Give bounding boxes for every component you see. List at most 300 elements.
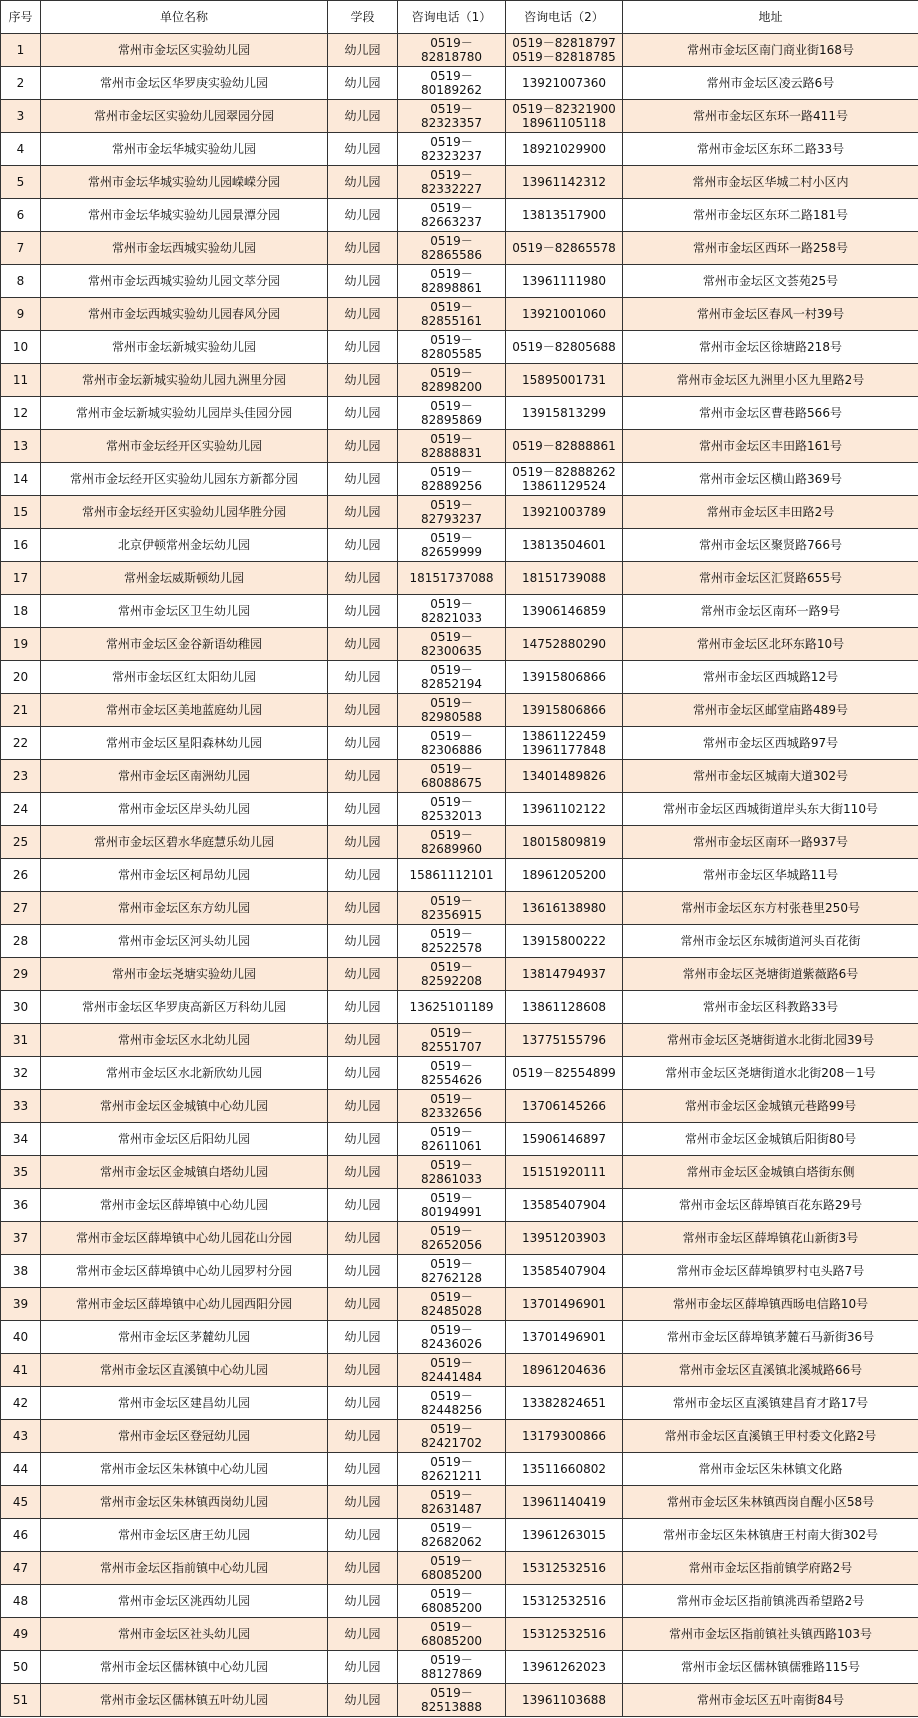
cell-phone-1: 0519－82621211	[398, 1453, 506, 1486]
cell-level: 幼儿园	[328, 1024, 398, 1057]
cell-serial: 46	[1, 1519, 41, 1552]
cell-phone-2: 13961142312	[506, 166, 623, 199]
cell-unit-name: 常州市金坛区直溪镇中心幼儿园	[41, 1354, 328, 1387]
cell-phone-1: 0519－82421702	[398, 1420, 506, 1453]
cell-phone-1: 0519－82821033	[398, 595, 506, 628]
cell-phone-1: 0519－82631487	[398, 1486, 506, 1519]
cell-level: 幼儿园	[328, 760, 398, 793]
cell-phone-1: 0519－82332656	[398, 1090, 506, 1123]
cell-phone-1: 0519－82855161	[398, 298, 506, 331]
cell-phone-1: 0519－82611061	[398, 1123, 506, 1156]
cell-serial: 26	[1, 859, 41, 892]
cell-serial: 9	[1, 298, 41, 331]
cell-address: 常州市金坛区西环一路258号	[623, 232, 918, 265]
cell-unit-name: 常州市金坛经开区实验幼儿园东方新都分园	[41, 463, 328, 496]
cell-serial: 6	[1, 199, 41, 232]
cell-level: 幼儿园	[328, 1552, 398, 1585]
cell-serial: 33	[1, 1090, 41, 1123]
cell-phone-2: 13921001060	[506, 298, 623, 331]
cell-level: 幼儿园	[328, 397, 398, 430]
header-level: 学段	[328, 1, 398, 34]
cell-phone-1: 0519－82300635	[398, 628, 506, 661]
cell-level: 幼儿园	[328, 100, 398, 133]
cell-address: 常州市金坛区九洲里小区九里路2号	[623, 364, 918, 397]
cell-level: 幼儿园	[328, 1486, 398, 1519]
cell-serial: 17	[1, 562, 41, 595]
cell-address: 常州市金坛区薛埠镇花山新街3号	[623, 1222, 918, 1255]
cell-address: 常州市金坛区朱林镇文化路	[623, 1453, 918, 1486]
cell-unit-name: 常州市金坛区水北幼儿园	[41, 1024, 328, 1057]
cell-unit-name: 常州市金坛区卫生幼儿园	[41, 595, 328, 628]
cell-serial: 29	[1, 958, 41, 991]
header-serial: 序号	[1, 1, 41, 34]
cell-address: 常州市金坛区横山路369号	[623, 463, 918, 496]
cell-phone-1: 0519－82689960	[398, 826, 506, 859]
cell-phone-1: 0519－82852194	[398, 661, 506, 694]
cell-phone-2: 18151739088	[506, 562, 623, 595]
cell-unit-name: 常州市金坛区金谷新语幼稚园	[41, 628, 328, 661]
cell-phone-1: 0519－82762128	[398, 1255, 506, 1288]
cell-phone-2: 13921007360	[506, 67, 623, 100]
cell-phone-1: 0519－82980588	[398, 694, 506, 727]
cell-unit-name: 北京伊顿常州金坛幼儿园	[41, 529, 328, 562]
cell-phone-2: 13585407904	[506, 1189, 623, 1222]
table-row	[1, 760, 918, 793]
cell-address: 常州市金坛区文荟苑25号	[623, 265, 918, 298]
cell-address: 常州市金坛区南环一路937号	[623, 826, 918, 859]
cell-phone-1: 0519－82532013	[398, 793, 506, 826]
table-row	[1, 67, 918, 100]
cell-address: 常州市金坛区东环二路181号	[623, 199, 918, 232]
cell-phone-2: 18015809819	[506, 826, 623, 859]
cell-serial: 18	[1, 595, 41, 628]
cell-unit-name: 常州市金坛区朱林镇西岗幼儿园	[41, 1486, 328, 1519]
cell-address: 常州市金坛区春风一村39号	[623, 298, 918, 331]
cell-level: 幼儿园	[328, 364, 398, 397]
cell-address: 常州市金坛区东城街道河头百花街	[623, 925, 918, 958]
cell-phone-2: 13813517900	[506, 199, 623, 232]
cell-unit-name: 常州市金坛区薛埠镇中心幼儿园西阳分园	[41, 1288, 328, 1321]
cell-level: 幼儿园	[328, 298, 398, 331]
cell-phone-1: 0519－68085200	[398, 1552, 506, 1585]
cell-serial: 35	[1, 1156, 41, 1189]
cell-unit-name: 常州市金坛区金城镇白塔幼儿园	[41, 1156, 328, 1189]
cell-phone-2: 13179300866	[506, 1420, 623, 1453]
cell-level: 幼儿园	[328, 793, 398, 826]
cell-serial: 14	[1, 463, 41, 496]
table-row	[1, 100, 918, 133]
cell-level: 幼儿园	[328, 1222, 398, 1255]
cell-unit-name: 常州市金坛区儒林镇中心幼儿园	[41, 1651, 328, 1684]
cell-phone-2: 13961263015	[506, 1519, 623, 1552]
table-row	[1, 1453, 918, 1486]
cell-level: 幼儿园	[328, 232, 398, 265]
cell-level: 幼儿园	[328, 1090, 398, 1123]
cell-serial: 27	[1, 892, 41, 925]
cell-serial: 43	[1, 1420, 41, 1453]
cell-level: 幼儿园	[328, 166, 398, 199]
cell-serial: 49	[1, 1618, 41, 1651]
cell-serial: 42	[1, 1387, 41, 1420]
cell-phone-1: 0519－82898200	[398, 364, 506, 397]
cell-phone-2: 13616138980	[506, 892, 623, 925]
table-row	[1, 1156, 918, 1189]
cell-serial: 12	[1, 397, 41, 430]
cell-serial: 25	[1, 826, 41, 859]
table-row	[1, 892, 918, 925]
cell-unit-name: 常州市金坛区薛埠镇中心幼儿园花山分园	[41, 1222, 328, 1255]
cell-level: 幼儿园	[328, 1321, 398, 1354]
cell-phone-2: 13961103688	[506, 1684, 623, 1717]
cell-serial: 50	[1, 1651, 41, 1684]
cell-unit-name: 常州市金坛西城实验幼儿园	[41, 232, 328, 265]
cell-unit-name: 常州市金坛区岸头幼儿园	[41, 793, 328, 826]
cell-serial: 34	[1, 1123, 41, 1156]
header-phone-2: 咨询电话（2）	[506, 1, 623, 34]
cell-level: 幼儿园	[328, 1651, 398, 1684]
cell-address: 常州市金坛区直溪镇王甲村委文化路2号	[623, 1420, 918, 1453]
table-row	[1, 298, 918, 331]
cell-serial: 45	[1, 1486, 41, 1519]
cell-address: 常州市金坛区汇贤路655号	[623, 562, 918, 595]
cell-level: 幼儿园	[328, 331, 398, 364]
table-row	[1, 496, 918, 529]
cell-phone-1: 0519－82805585	[398, 331, 506, 364]
cell-unit-name: 常州市金坛区实验幼儿园翠园分园	[41, 100, 328, 133]
cell-phone-1: 0519－82323357	[398, 100, 506, 133]
cell-unit-name: 常州市金坛区儒林镇五叶幼儿园	[41, 1684, 328, 1717]
header-phone-1: 咨询电话（1）	[398, 1, 506, 34]
cell-unit-name: 常州市金坛西城实验幼儿园春风分园	[41, 298, 328, 331]
cell-level: 幼儿园	[328, 1420, 398, 1453]
cell-serial: 11	[1, 364, 41, 397]
cell-address: 常州市金坛区金城镇元巷路99号	[623, 1090, 918, 1123]
cell-address: 常州市金坛区西城路12号	[623, 661, 918, 694]
cell-level: 幼儿园	[328, 661, 398, 694]
cell-address: 常州市金坛区薛埠镇百花东路29号	[623, 1189, 918, 1222]
cell-phone-1: 0519－82898861	[398, 265, 506, 298]
cell-address: 常州市金坛区西城街道岸头东大街110号	[623, 793, 918, 826]
table-row	[1, 1552, 918, 1585]
cell-phone-1: 0519－82356915	[398, 892, 506, 925]
cell-address: 常州市金坛区西城路97号	[623, 727, 918, 760]
table-row	[1, 397, 918, 430]
cell-unit-name: 常州市金坛区红太阳幼儿园	[41, 661, 328, 694]
cell-address: 常州市金坛区南环一路9号	[623, 595, 918, 628]
cell-unit-name: 常州市金坛区河头幼儿园	[41, 925, 328, 958]
cell-phone-2: 13585407904	[506, 1255, 623, 1288]
cell-unit-name: 常州市金坛区唐王幼儿园	[41, 1519, 328, 1552]
cell-phone-2: 13961140419	[506, 1486, 623, 1519]
cell-address: 常州市金坛区尧塘街道紫薇路6号	[623, 958, 918, 991]
table-row	[1, 991, 918, 1024]
cell-address: 常州市金坛区薛埠镇西旸电信路10号	[623, 1288, 918, 1321]
cell-level: 幼儿园	[328, 925, 398, 958]
cell-unit-name: 常州市金坛区薛埠镇中心幼儿园	[41, 1189, 328, 1222]
cell-level: 幼儿园	[328, 991, 398, 1024]
cell-address: 常州市金坛区直溪镇建昌育才路17号	[623, 1387, 918, 1420]
table-row	[1, 661, 918, 694]
cell-unit-name: 常州市金坛区华罗庚高新区万科幼儿园	[41, 991, 328, 1024]
cell-serial: 38	[1, 1255, 41, 1288]
cell-phone-1: 0519－68088675	[398, 760, 506, 793]
table-row	[1, 1255, 918, 1288]
cell-phone-2: 13401489826	[506, 760, 623, 793]
table-row	[1, 1684, 918, 1717]
cell-level: 幼儿园	[328, 595, 398, 628]
cell-address: 常州市金坛区尧塘街道水北街北园39号	[623, 1024, 918, 1057]
cell-address: 常州市金坛区聚贤路766号	[623, 529, 918, 562]
cell-unit-name: 常州市金坛区朱林镇中心幼儿园	[41, 1453, 328, 1486]
cell-unit-name: 常州市金坛区登冠幼儿园	[41, 1420, 328, 1453]
cell-level: 幼儿园	[328, 133, 398, 166]
cell-serial: 20	[1, 661, 41, 694]
cell-level: 幼儿园	[328, 199, 398, 232]
cell-serial: 4	[1, 133, 41, 166]
cell-address: 常州市金坛区城南大道302号	[623, 760, 918, 793]
cell-level: 幼儿园	[328, 892, 398, 925]
cell-level: 幼儿园	[328, 34, 398, 67]
cell-level: 幼儿园	[328, 67, 398, 100]
cell-phone-2: 13706145266	[506, 1090, 623, 1123]
table-row	[1, 1354, 918, 1387]
table-row	[1, 1321, 918, 1354]
cell-address: 常州市金坛区指前镇学府路2号	[623, 1552, 918, 1585]
cell-level: 幼儿园	[328, 1354, 398, 1387]
cell-phone-2: 15895001731	[506, 364, 623, 397]
table-row	[1, 694, 918, 727]
table-row	[1, 1222, 918, 1255]
cell-phone-2: 13951203903	[506, 1222, 623, 1255]
cell-address: 常州市金坛区曹巷路566号	[623, 397, 918, 430]
cell-phone-2: 13861122459 13961177848	[506, 727, 623, 760]
cell-phone-1: 0519－82793237	[398, 496, 506, 529]
cell-phone-1: 0519－68085200	[398, 1585, 506, 1618]
cell-phone-1: 0519－82818780	[398, 34, 506, 67]
cell-address: 常州市金坛区指前镇社头镇西路103号	[623, 1618, 918, 1651]
cell-address: 常州市金坛区薛埠镇茅麓石马新街36号	[623, 1321, 918, 1354]
cell-level: 幼儿园	[328, 1189, 398, 1222]
cell-serial: 2	[1, 67, 41, 100]
cell-serial: 10	[1, 331, 41, 364]
cell-unit-name: 常州市金坛区茅麓幼儿园	[41, 1321, 328, 1354]
cell-unit-name: 常州市金坛华城实验幼儿园	[41, 133, 328, 166]
cell-address: 常州市金坛区华城二村小区内	[623, 166, 918, 199]
header-address: 地址	[623, 1, 918, 34]
cell-serial: 1	[1, 34, 41, 67]
cell-serial: 22	[1, 727, 41, 760]
cell-address: 常州市金坛区东方村张巷里250号	[623, 892, 918, 925]
cell-address: 常州市金坛区薛埠镇罗村屯头路7号	[623, 1255, 918, 1288]
cell-unit-name: 常州市金坛区建昌幼儿园	[41, 1387, 328, 1420]
cell-phone-1: 0519－82554626	[398, 1057, 506, 1090]
table-row	[1, 529, 918, 562]
cell-unit-name: 常州市金坛经开区实验幼儿园华胜分园	[41, 496, 328, 529]
table-row	[1, 1486, 918, 1519]
table-row	[1, 1585, 918, 1618]
table-row	[1, 1024, 918, 1057]
table-row	[1, 430, 918, 463]
cell-phone-1: 0519－82323237	[398, 133, 506, 166]
cell-level: 幼儿园	[328, 1684, 398, 1717]
cell-phone-2: 0519－82865578	[506, 232, 623, 265]
table-row	[1, 1387, 918, 1420]
header-row	[1, 1, 918, 34]
cell-serial: 37	[1, 1222, 41, 1255]
cell-phone-2: 13701496901	[506, 1288, 623, 1321]
cell-unit-name: 常州市金坛区南洲幼儿园	[41, 760, 328, 793]
cell-phone-1: 0519－82861033	[398, 1156, 506, 1189]
cell-phone-2: 0519－82818797 0519－82818785	[506, 34, 623, 67]
cell-phone-1: 0519－82592208	[398, 958, 506, 991]
cell-phone-2: 13906146859	[506, 595, 623, 628]
cell-unit-name: 常州市金坛区指前镇中心幼儿园	[41, 1552, 328, 1585]
cell-phone-1: 0519－82522578	[398, 925, 506, 958]
cell-phone-2: 0519－82888861	[506, 430, 623, 463]
cell-phone-2: 13915806866	[506, 694, 623, 727]
cell-phone-2: 0519－82554899	[506, 1057, 623, 1090]
table-row	[1, 562, 918, 595]
cell-level: 幼儿园	[328, 826, 398, 859]
cell-address: 常州市金坛区直溪镇北溪城路66号	[623, 1354, 918, 1387]
cell-serial: 48	[1, 1585, 41, 1618]
cell-level: 幼儿园	[328, 859, 398, 892]
cell-phone-2: 13915800222	[506, 925, 623, 958]
table-row	[1, 232, 918, 265]
cell-unit-name: 常州市金坛区社头幼儿园	[41, 1618, 328, 1651]
table-row	[1, 859, 918, 892]
cell-level: 幼儿园	[328, 628, 398, 661]
cell-phone-1: 13625101189	[398, 991, 506, 1024]
cell-phone-2: 13961262023	[506, 1651, 623, 1684]
cell-serial: 47	[1, 1552, 41, 1585]
table-body	[1, 34, 918, 1717]
cell-phone-2: 0519－82888262 13861129524	[506, 463, 623, 496]
cell-phone-2: 13915806866	[506, 661, 623, 694]
cell-serial: 32	[1, 1057, 41, 1090]
cell-serial: 3	[1, 100, 41, 133]
cell-unit-name: 常州市金坛区水北新欣幼儿园	[41, 1057, 328, 1090]
cell-phone-1: 0519－82652056	[398, 1222, 506, 1255]
cell-phone-1: 0519－88127869	[398, 1651, 506, 1684]
cell-phone-1: 0519－82659999	[398, 529, 506, 562]
header-unit-name: 单位名称	[41, 1, 328, 34]
cell-unit-name: 常州市金坛新城实验幼儿园九洲里分园	[41, 364, 328, 397]
cell-phone-2: 0519－82321900 18961105118	[506, 100, 623, 133]
cell-address: 常州市金坛区凌云路6号	[623, 67, 918, 100]
cell-phone-2: 13775155796	[506, 1024, 623, 1057]
cell-serial: 8	[1, 265, 41, 298]
cell-serial: 31	[1, 1024, 41, 1057]
table-row	[1, 595, 918, 628]
cell-level: 幼儿园	[328, 265, 398, 298]
cell-phone-1: 0519－82888831	[398, 430, 506, 463]
cell-serial: 36	[1, 1189, 41, 1222]
cell-phone-2: 15312532516	[506, 1552, 623, 1585]
cell-unit-name: 常州市金坛区实验幼儿园	[41, 34, 328, 67]
cell-serial: 44	[1, 1453, 41, 1486]
cell-level: 幼儿园	[328, 1255, 398, 1288]
cell-phone-2: 18921029900	[506, 133, 623, 166]
cell-address: 常州市金坛区五叶南街84号	[623, 1684, 918, 1717]
cell-address: 常州市金坛区南门商业街168号	[623, 34, 918, 67]
cell-phone-1: 0519－80194991	[398, 1189, 506, 1222]
cell-serial: 5	[1, 166, 41, 199]
cell-phone-1: 0519－82513888	[398, 1684, 506, 1717]
table-row	[1, 727, 918, 760]
cell-serial: 39	[1, 1288, 41, 1321]
cell-unit-name: 常州市金坛区美地蓝庭幼儿园	[41, 694, 328, 727]
cell-unit-name: 常州市金坛西城实验幼儿园文萃分园	[41, 265, 328, 298]
cell-phone-2: 18961204636	[506, 1354, 623, 1387]
table-row	[1, 133, 918, 166]
cell-unit-name: 常州市金坛经开区实验幼儿园	[41, 430, 328, 463]
cell-level: 幼儿园	[328, 1156, 398, 1189]
table-row	[1, 331, 918, 364]
cell-address: 常州市金坛区华城路11号	[623, 859, 918, 892]
cell-unit-name: 常州市金坛区洮西幼儿园	[41, 1585, 328, 1618]
cell-level: 幼儿园	[328, 562, 398, 595]
cell-unit-name: 常州市金坛新城实验幼儿园岸头佳园分园	[41, 397, 328, 430]
cell-address: 常州市金坛区朱林镇西岗自醒小区58号	[623, 1486, 918, 1519]
table-row	[1, 265, 918, 298]
table-row	[1, 166, 918, 199]
cell-phone-2: 13814794937	[506, 958, 623, 991]
cell-unit-name: 常州市金坛区金城镇中心幼儿园	[41, 1090, 328, 1123]
cell-unit-name: 常州市金坛华城实验幼儿园景潭分园	[41, 199, 328, 232]
cell-phone-1: 0519－80189262	[398, 67, 506, 100]
cell-phone-1: 0519－68085200	[398, 1618, 506, 1651]
table-row	[1, 34, 918, 67]
cell-phone-2: 15312532516	[506, 1618, 623, 1651]
cell-phone-1: 0519－82441484	[398, 1354, 506, 1387]
cell-unit-name: 常州市金坛区华罗庚实验幼儿园	[41, 67, 328, 100]
cell-phone-1: 0519－82485028	[398, 1288, 506, 1321]
cell-address: 常州市金坛区科教路33号	[623, 991, 918, 1024]
cell-unit-name: 常州市金坛区碧水华庭慧乐幼儿园	[41, 826, 328, 859]
cell-address: 常州市金坛区金城镇后阳街80号	[623, 1123, 918, 1156]
cell-phone-2: 13961102122	[506, 793, 623, 826]
cell-phone-2: 13921003789	[506, 496, 623, 529]
cell-level: 幼儿园	[328, 496, 398, 529]
table-row	[1, 1651, 918, 1684]
cell-serial: 40	[1, 1321, 41, 1354]
cell-address: 常州市金坛区丰田路161号	[623, 430, 918, 463]
cell-level: 幼儿园	[328, 1123, 398, 1156]
table-row	[1, 1090, 918, 1123]
table-row	[1, 1057, 918, 1090]
cell-unit-name: 常州金坛威斯顿幼儿园	[41, 562, 328, 595]
cell-phone-2: 15312532516	[506, 1585, 623, 1618]
table-row	[1, 1420, 918, 1453]
cell-address: 常州市金坛区东环一路411号	[623, 100, 918, 133]
cell-address: 常州市金坛区金城镇白塔街东侧	[623, 1156, 918, 1189]
cell-address: 常州市金坛区丰田路2号	[623, 496, 918, 529]
cell-phone-2: 15151920111	[506, 1156, 623, 1189]
cell-address: 常州市金坛区徐塘路218号	[623, 331, 918, 364]
table-row	[1, 826, 918, 859]
cell-phone-2: 13511660802	[506, 1453, 623, 1486]
cell-phone-1: 0519－82889256	[398, 463, 506, 496]
cell-phone-1: 0519－82663237	[398, 199, 506, 232]
cell-address: 常州市金坛区儒林镇儒雅路115号	[623, 1651, 918, 1684]
table-row	[1, 1618, 918, 1651]
cell-address: 常州市金坛区朱林镇唐王村南大街302号	[623, 1519, 918, 1552]
cell-level: 幼儿园	[328, 727, 398, 760]
table-row	[1, 1189, 918, 1222]
cell-phone-2: 18961205200	[506, 859, 623, 892]
table-row	[1, 925, 918, 958]
